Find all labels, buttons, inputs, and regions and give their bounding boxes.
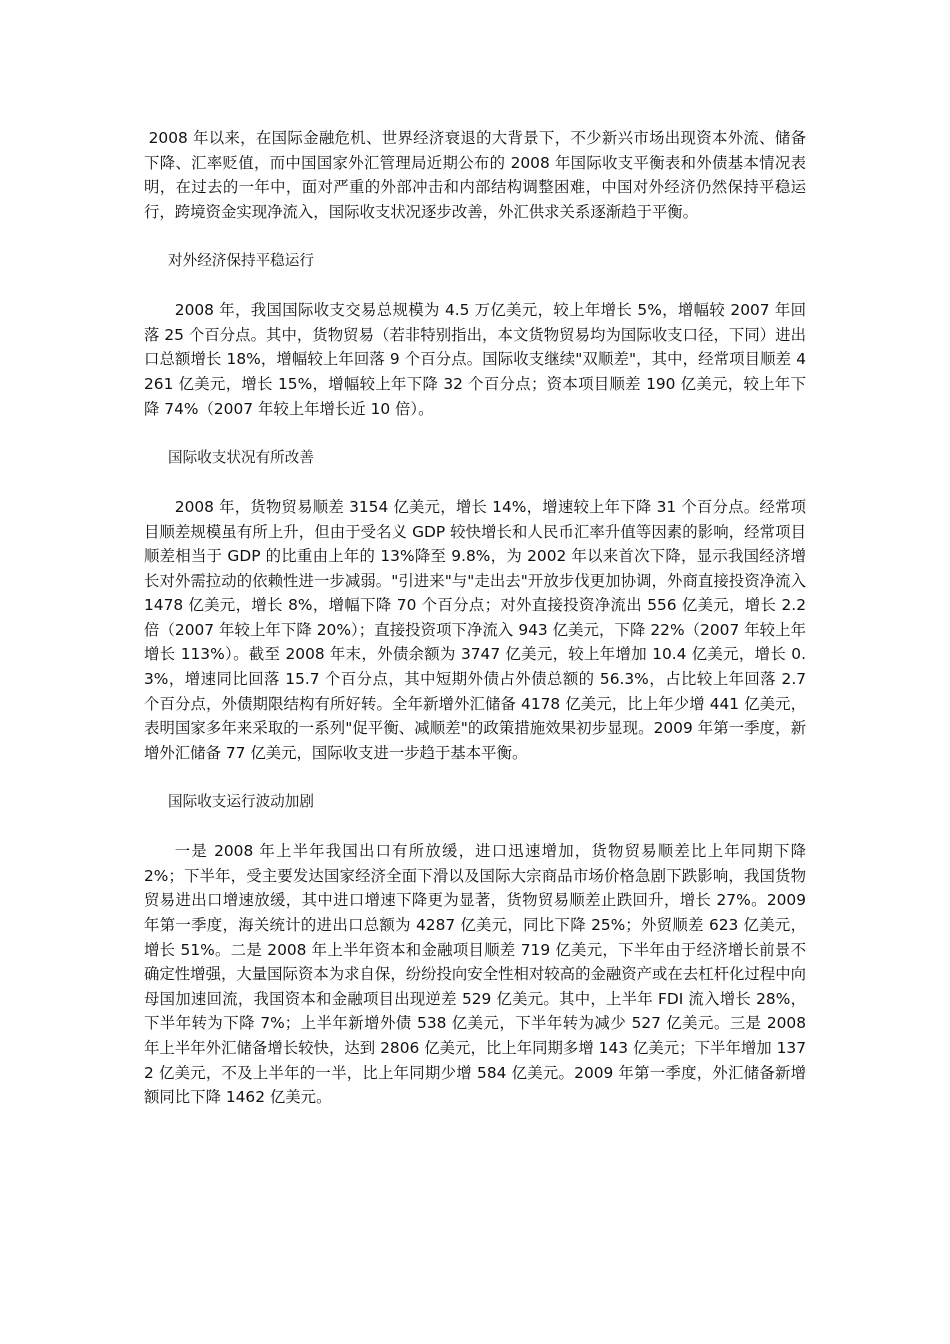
section-heading-2: 国际收支状况有所改善 <box>168 448 314 466</box>
spacer <box>144 421 806 446</box>
spacer <box>144 815 806 840</box>
section-heading-3: 国际收支运行波动加剧 <box>168 793 314 811</box>
spacer <box>144 765 806 790</box>
section-heading-1: 对外经济保持平稳运行 <box>168 251 314 269</box>
spacer <box>144 224 806 249</box>
section-body-2: 2008 年，货物贸易顺差 3154 亿美元，增长 14%，增速较上年下降 31 个百分点。经常项目顺差规模虽有所上升，但由于受名义 GDP 较快增长和人民币汇率升值等因素的影响，经常项目顺差相当于 GDP 的比重由上年的 13%降至 9.8%，为 2002 年以来首次下降，显示我国经济增长对外需拉动的依赖性进一步减弱。"引进来"与"走出去"开放步伐更加协调，外商直接投资净流入 1478 亿美元，增长 8%，增幅下降 70 个百分点；对外直接投资净流出 556 亿美元，增长 2.2 倍（2007 年较上年下降 20%）；直接投资项下净流入 943 亿美元，下降 22%（2007 年较上年增长 113%）。截至 2008 年末，外债余额为 3747 亿美元，较上年增加 10.4 亿美元，增长 0.3%，增速同比回落 15.7 个百分点，其中短期外债占外债总额的 56.3%，占比较上年回落 2.7 个百分点，外债期限结构有所好转。全年新增外汇储备 4178 亿美元，比上年少增 441 亿美元，表明国家多年来采取的一系列"促平衡、减顺差"的政策措施效果初步显现。2009 年第一季度，新增外汇储备 77 亿美元，国际收支进一步趋于基本平衡。 <box>144 497 806 762</box>
section-body-1: 2008 年，我国国际收支交易总规模为 4.5 万亿美元，较上年增长 5%，增幅较 2007 年回落 25 个百分点。其中，货物贸易（若非特别指出，本文货物贸易均为国际收支口径，下同）进出口总额增长 18%，增幅较上年回落 9 个百分点。国际收支继续"双顺差"，其中，经常项目顺差 4261 亿美元，增长 15%，增幅较上年下降 32 个百分点；资本项目顺差 190 亿美元，较上年下降 74%（2007 年较上年增长近 10 倍）。 <box>144 301 806 418</box>
spacer <box>144 470 806 495</box>
intro-paragraph: 2008 年以来，在国际金融危机、世界经济衰退的大背景下，不少新兴市场出现资本外流、储备下降、汇率贬值，而中国国家外汇管理局近期公布的 2008 年国际收支平衡表和外债基本情况表明，在过去的一年中，面对严重的外部冲击和内部结构调整困难，中国对外经济仍然保持平稳运行，跨境资金实现净流入，国际收支状况逐步改善，外汇供求关系逐渐趋于平衡。 <box>144 129 806 221</box>
spacer <box>144 274 806 299</box>
document-page <box>144 126 806 1110</box>
section-body-3: 一是 2008 年上半年我国出口有所放缓，进口迅速增加，货物贸易顺差比上年同期下降 2%；下半年，受主要发达国家经济全面下滑以及国际大宗商品市场价格急剧下跌影响，我国货物贸易进出口增速放缓，其中进口增速下降更为显著，货物贸易顺差止跌回升，增长 27%。2009 年第一季度，海关统计的进出口总额为 4287 亿美元，同比下降 25%；外贸顺差 623 亿美元，增长 51%。二是 2008 年上半年资本和金融项目顺差 719 亿美元，下半年由于经济增长前景不确定性增强，大量国际资本为求自保，纷纷投向安全性相对较高的金融资产或在去杠杆化过程中向母国加速回流，我国资本和金融项目出现逆差 529 亿美元。其中，上半年 FDI 流入增长 28%，下半年转为下降 7%；上半年新增外债 538 亿美元，下半年转为减少 527 亿美元。三是 2008 年上半年外汇储备增长较快，达到 2806 亿美元，比上年同期多增 143 亿美元；下半年增加 1372 亿美元，不及上半年的一半，比上年同期少增 584 亿美元。2009 年第一季度，外汇储备新增额同比下降 1462 亿美元。 <box>144 842 806 1107</box>
